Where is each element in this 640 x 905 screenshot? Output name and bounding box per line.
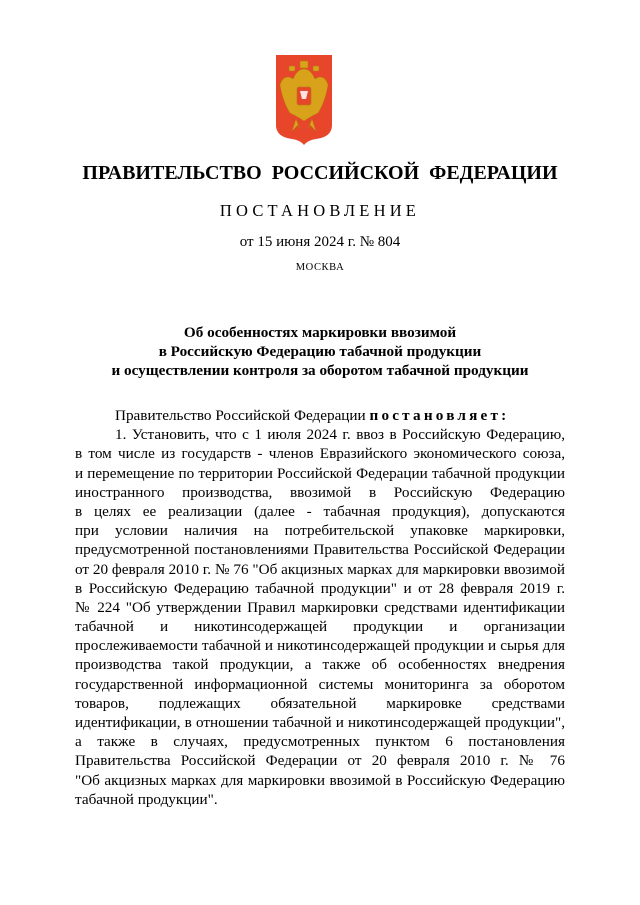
- paragraph-line: табачной продукции".: [75, 790, 218, 808]
- paragraph-line: в том числе из государств - членов Евразийского экономического союза,: [75, 445, 565, 463]
- paragraph-line: прослеживаемости табачной и никотинсодержащей продукции и сырья для: [75, 637, 565, 655]
- paragraph-line: "Об акцизных марках для маркировки ввозимой в Российскую Федерацию: [75, 771, 565, 789]
- document-title-line: Об особенностях маркировки ввозимой: [183, 324, 457, 341]
- paragraph-line: предусмотренной постановлениями Правительства Российской Федерации: [75, 541, 565, 559]
- paragraph-line: от 20 февраля 2010 г. № 76 "Об акцизных марках для маркировки ввозимой: [75, 560, 565, 578]
- paragraph-line: в Российскую Федерацию табачной продукции" и от 28 февраля 2019 г.: [75, 579, 565, 597]
- paragraph-line: идентификации, в отношении табачной и никотинсодержащей продукции",: [75, 714, 565, 731]
- paragraph-line: товаров, подлежащих обязательной маркировке средствами: [75, 694, 565, 712]
- paragraph-line: производства такой продукции, а также об особенностях внедрения: [75, 656, 565, 674]
- document-title-line: в Российскую Федерацию табачной продукции: [158, 343, 482, 360]
- paragraph-line: а также в случаях, предусмотренных пунктом 6 постановления: [75, 733, 565, 751]
- decree-word: постановляет:: [369, 407, 510, 424]
- document-date-number: от 15 июня 2024 г. № 804: [239, 234, 401, 250]
- document-city: МОСКВА: [295, 262, 345, 273]
- preamble: [75, 406, 565, 425]
- paragraph-line: Правительства Российской Федерации от 20 февраля 2010 г. № 76: [75, 752, 565, 770]
- document-type: ПОСТАНОВЛЕНИЕ: [219, 201, 421, 220]
- preamble-text: Правительство Российской Федерации: [115, 407, 366, 424]
- paragraph-line: государственной информационной системы мониторинга за оборотом: [75, 675, 565, 693]
- paragraph-line: при условии наличия на потребительской упаковке маркировки,: [75, 522, 565, 540]
- paragraph-line: в целях ее реализации (далее - табачная продукция), допускаются: [75, 502, 565, 520]
- document-title-line: и осуществлении контроля за оборотом табачной продукции: [111, 362, 529, 379]
- paragraph-line: 1. Установить, что с 1 июля 2024 г. ввоз в Российскую Федерацию,: [115, 426, 565, 444]
- document-body: [75, 406, 565, 809]
- paragraph-line: № 224 "Об утверждении Правил маркировки средствами идентификации: [75, 598, 565, 616]
- document-title: [80, 323, 560, 380]
- paragraph-line: и перемещение по территории Российской Федерации табачной продукции: [75, 464, 565, 482]
- coat-of-arms-icon: [276, 55, 332, 145]
- paragraph-line: табачной и никотинсодержащей продукции и организации: [75, 618, 565, 636]
- paragraph-line: иностранного производства, ввозимой в Российскую Федерацию: [75, 483, 565, 501]
- government-title: ПРАВИТЕЛЬСТВО РОССИЙСКОЙ ФЕДЕРАЦИИ: [82, 162, 558, 184]
